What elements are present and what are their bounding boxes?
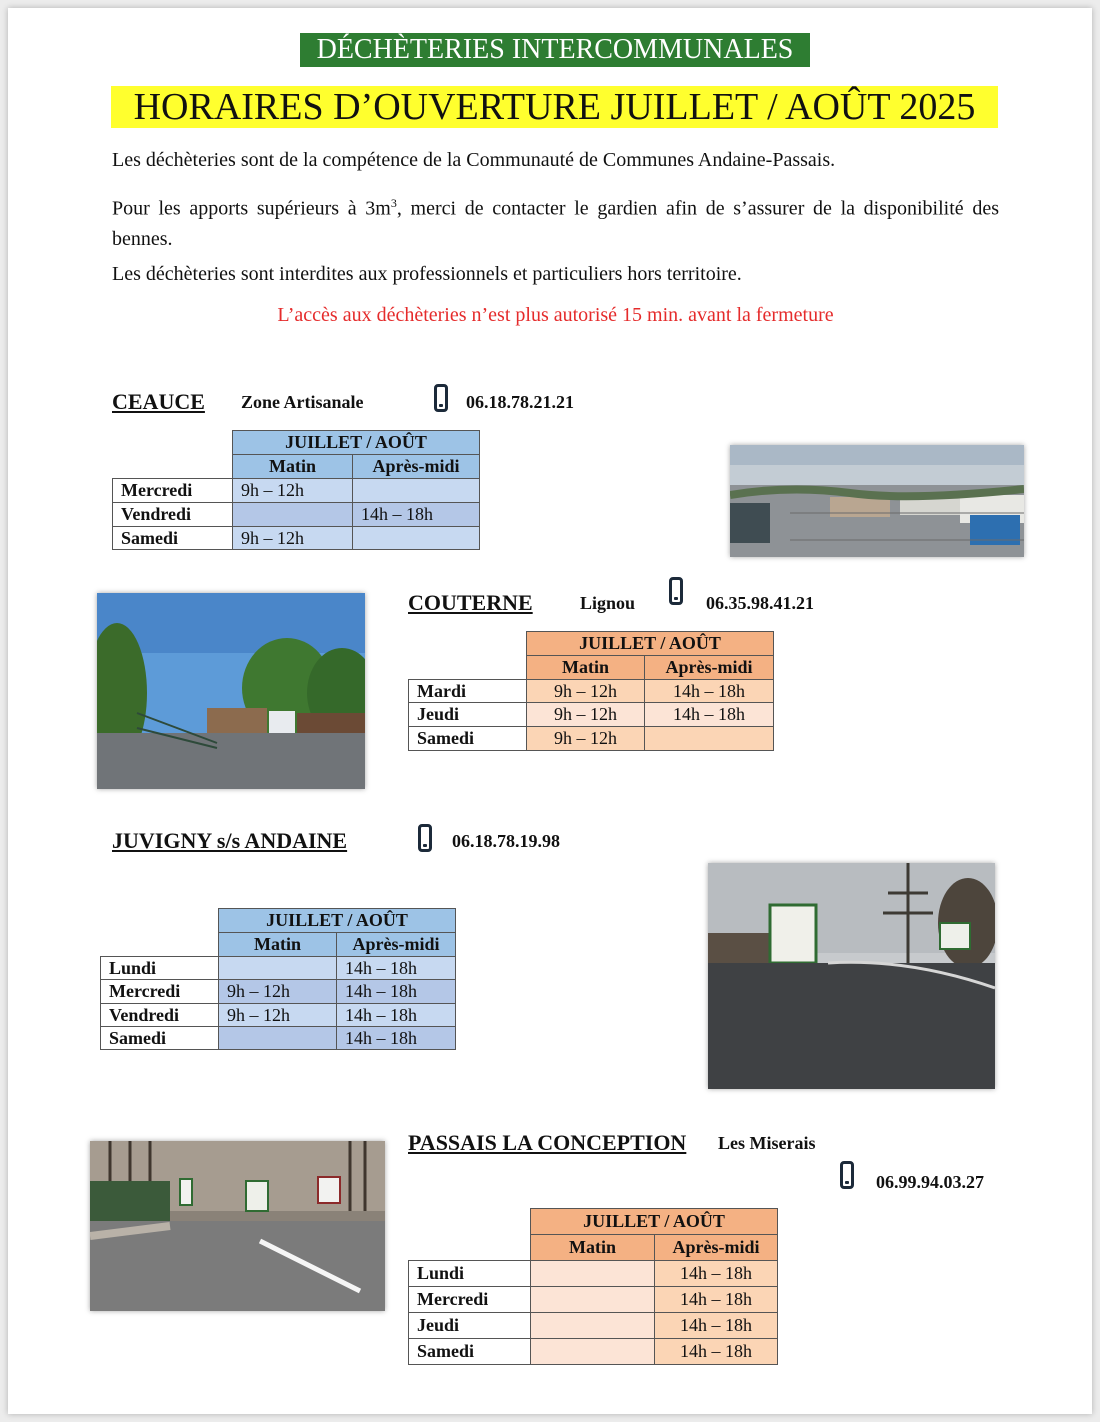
intro-paragraph-3: Les déchèteries sont interdites aux professionnels et particuliers hors territoire.: [112, 263, 742, 285]
table-afternoon-cell: 14h – 18h: [337, 1027, 456, 1050]
table-morning-cell: [531, 1287, 655, 1313]
table-day-cell: Jeudi: [409, 703, 527, 727]
intro-paragraph-1: Les déchèteries sont de la compétence de la Communauté de Communes Andaine-Passais.: [112, 149, 836, 171]
table-day-cell: Mercredi: [101, 980, 219, 1004]
table-afternoon-cell: 14h – 18h: [655, 1261, 778, 1287]
table-row: [101, 1004, 456, 1027]
table-row: [101, 1027, 456, 1050]
table-blank-corner: [113, 431, 233, 479]
table-afternoon-cell: 14h – 18h: [655, 1313, 778, 1339]
schedule-table-couterne: [408, 631, 774, 751]
banner-title: DÉCHÈTERIES INTERCOMMUNALES: [300, 33, 810, 67]
table-row: [409, 1287, 778, 1313]
table-day-cell: Lundi: [101, 957, 219, 980]
table-afternoon-header: Après-midi: [337, 933, 456, 957]
table-day-cell: Vendredi: [101, 1004, 219, 1027]
table-morning-cell: 9h – 12h: [233, 479, 353, 503]
intro-paragraph-2: Pour les apports supérieurs à $3m^3$, merci de contacter le gardien afin de s’assurer de la disponibilité des bennes.: [112, 196, 999, 250]
site-location-ceauce: Zone Artisanale: [241, 392, 364, 412]
site-phone-juvigny[interactable]: 06.18.78.19.98: [452, 831, 560, 851]
table-row: [113, 503, 480, 527]
schedule-table-passais: [408, 1208, 778, 1365]
page-title: HORAIRES D’OUVERTURE JUILLET / AOÛT 2025: [111, 86, 998, 128]
table-morning-cell: [531, 1313, 655, 1339]
table-afternoon-cell: [353, 479, 480, 503]
table-blank-corner: [409, 632, 527, 680]
table-blank-corner: [101, 909, 219, 957]
table-morning-cell: 9h – 12h: [233, 527, 353, 550]
table-morning-header: Matin: [233, 455, 353, 479]
table-row: [409, 703, 774, 727]
table-afternoon-header: Après-midi: [353, 455, 480, 479]
table-morning-cell: 9h – 12h: [219, 1004, 337, 1027]
site-phone-couterne[interactable]: 06.35.98.41.21: [706, 593, 814, 613]
table-row: [101, 980, 456, 1004]
site-photo-couterne: [97, 593, 365, 789]
table-day-cell: Samedi: [409, 727, 527, 751]
site-phone-ceauce[interactable]: 06.18.78.21.21: [466, 392, 574, 412]
table-period-header: JUILLET / AOÛT: [531, 1209, 778, 1235]
closing-warning: L’accès aux déchèteries n’est plus autorisé 15 min. avant la fermeture: [277, 304, 834, 326]
table-row: [409, 1313, 778, 1339]
phone-icon: [840, 1161, 854, 1189]
schedule-table-juvigny: [100, 908, 456, 1050]
table-day-cell: Lundi: [409, 1261, 531, 1287]
table-row: [409, 680, 774, 703]
table-day-cell: Mardi: [409, 680, 527, 703]
table-morning-header: Matin: [219, 933, 337, 957]
site-title-ceauce: CEAUCE: [112, 389, 205, 414]
table-row: [409, 1261, 778, 1287]
table-morning-cell: [233, 503, 353, 527]
table-period-header: JUILLET / AOÛT: [527, 632, 774, 656]
table-afternoon-cell: 14h – 18h: [337, 1004, 456, 1027]
site-photo-juvigny: [708, 863, 995, 1089]
table-row: [409, 1339, 778, 1365]
site-title-juvigny: JUVIGNY s/s ANDAINE: [112, 828, 348, 853]
table-morning-cell: [219, 1027, 337, 1050]
phone-icon: [434, 384, 448, 412]
table-morning-cell: [219, 957, 337, 980]
table-day-cell: Vendredi: [113, 503, 233, 527]
table-morning-header: Matin: [527, 656, 645, 680]
table-afternoon-cell: 14h – 18h: [655, 1339, 778, 1365]
site-photo-ceauce: [730, 445, 1024, 557]
table-afternoon-header: Après-midi: [645, 656, 774, 680]
table-day-cell: Samedi: [113, 527, 233, 550]
site-location-couterne: Lignou: [580, 593, 636, 613]
site-title-passais: PASSAIS LA CONCEPTION: [408, 1130, 687, 1155]
table-morning-cell: 9h – 12h: [527, 680, 645, 703]
table-afternoon-cell: 14h – 18h: [337, 980, 456, 1004]
table-blank-corner: [409, 1209, 531, 1261]
table-morning-cell: 9h – 12h: [527, 703, 645, 727]
table-period-header: JUILLET / AOÛT: [233, 431, 480, 455]
table-morning-cell: 9h – 12h: [219, 980, 337, 1004]
table-morning-header: Matin: [531, 1235, 655, 1261]
table-period-header: JUILLET / AOÛT: [219, 909, 456, 933]
table-row: [409, 727, 774, 751]
table-afternoon-cell: [353, 527, 480, 550]
table-day-cell: Jeudi: [409, 1313, 531, 1339]
table-day-cell: Samedi: [101, 1027, 219, 1050]
table-afternoon-cell: 14h – 18h: [337, 957, 456, 980]
table-morning-cell: 9h – 12h: [527, 727, 645, 751]
table-day-cell: Samedi: [409, 1339, 531, 1365]
table-day-cell: Mercredi: [409, 1287, 531, 1313]
table-afternoon-cell: 14h – 18h: [353, 503, 480, 527]
table-afternoon-cell: 14h – 18h: [645, 680, 774, 703]
table-morning-cell: [531, 1339, 655, 1365]
table-day-cell: Mercredi: [113, 479, 233, 503]
table-afternoon-cell: [645, 727, 774, 751]
phone-icon: [418, 824, 432, 852]
table-afternoon-cell: 14h – 18h: [655, 1287, 778, 1313]
table-row: [101, 957, 456, 980]
table-afternoon-header: Après-midi: [655, 1235, 778, 1261]
site-location-passais: Les Miserais: [718, 1133, 816, 1153]
table-morning-cell: [531, 1261, 655, 1287]
table-afternoon-cell: 14h – 18h: [645, 703, 774, 727]
site-phone-passais[interactable]: 06.99.94.03.27: [876, 1172, 984, 1192]
phone-icon: [669, 577, 683, 605]
site-photo-passais: [90, 1141, 385, 1311]
schedule-table-ceauce: [112, 430, 480, 550]
table-row: [113, 479, 480, 503]
site-title-couterne: COUTERNE: [408, 590, 533, 615]
table-row: [113, 527, 480, 550]
